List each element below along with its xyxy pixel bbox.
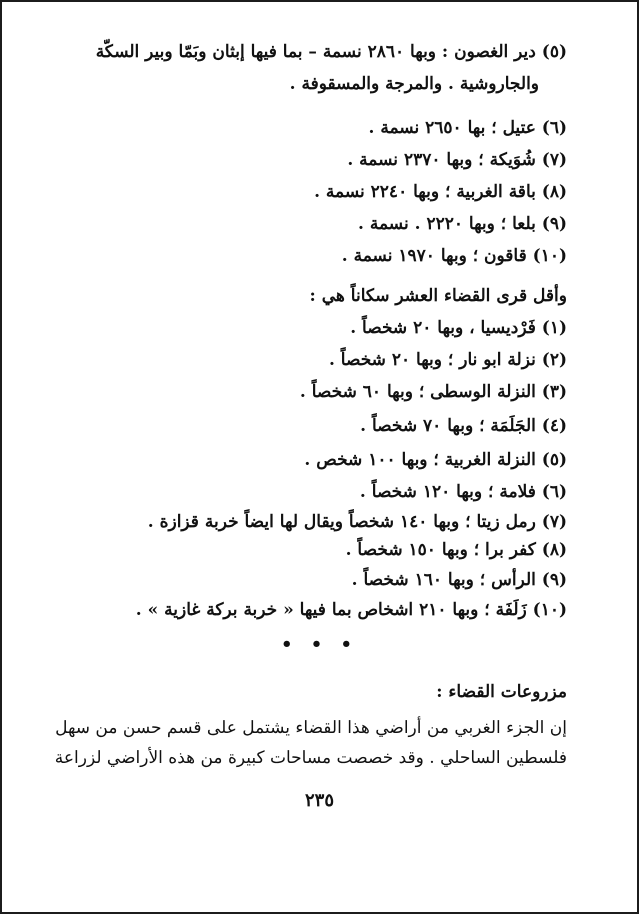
village-item-2: (٢) نزلة ابو نار ؛ وبها ٢٠ شخصاً . [328,350,567,370]
town-item-6: (٦) عتيل ؛ بها ٢٦٥٠ نسمة . [368,118,567,138]
town-item-5-line1: (٥) دير الغصون : وبها ٢٨٦٠ نسمة – بما فيها إبثان وبَمّا وبير السكّة [95,42,567,62]
village-item-6: (٦) فلامة ؛ وبها ١٢٠ شخصاً . [359,482,567,502]
villages-intro: وأقل قرى القضاء العشر سكاناً هي : [309,286,567,306]
town-item-5-line2: والجاروشية . والمرجة والمسقوفة . [289,74,539,94]
village-item-5: (٥) النزلة الغربية ؛ وبها ١٠٠ شخص . [304,450,567,470]
town-item-9: (٩) بلعا ؛ وبها ٢٢٢٠ . نسمة . [358,214,567,234]
village-item-7: (٧) رمل زيتا ؛ وبها ١٤٠ شخصاً ويقال لها ايضاً خربة قزازة . [147,512,567,532]
town-item-10: (١٠) قاقون ؛ وبها ١٩٧٠ نسمة . [341,246,567,266]
section-heading: مزروعات القضاء : [436,682,567,702]
paragraph-line-2: فلسطين الساحلي . وقد خصصت مساحات كبيرة من هذه الأراضي لزراعة [54,748,567,768]
village-item-4: (٤) الجَلَمَة ؛ وبها ٧٠ شخصاً . [360,416,567,436]
village-item-3: (٣) النزلة الوسطى ؛ وبها ٦٠ شخصاً . [299,382,567,402]
paragraph-line-1: إن الجزء الغربي من أراضي هذا القضاء يشتمل على قسم حسن من سهل [55,718,567,738]
village-item-9: (٩) الرأس ؛ وبها ١٦٠ شخصاً . [351,570,567,590]
town-item-7: (٧) شُوَيكة ؛ وبها ٢٣٧٠ نسمة . [347,150,567,170]
village-item-8: (٨) كفر برا ؛ وبها ١٥٠ شخصاً . [345,540,567,560]
town-item-8: (٨) باقة الغربية ؛ وبها ٢٢٤٠ نسمة . [314,182,567,202]
section-separator: • • • [280,634,359,655]
page-number: ٢٣٥ [304,790,334,811]
village-item-1: (١) فَرْديسيا ، وبها ٢٠ شخصاً . [350,318,567,338]
village-item-10: (١٠) زَلَفَة ؛ وبها ٢١٠ اشخاص بما فيها « خربة بركة غازية » . [135,600,567,620]
